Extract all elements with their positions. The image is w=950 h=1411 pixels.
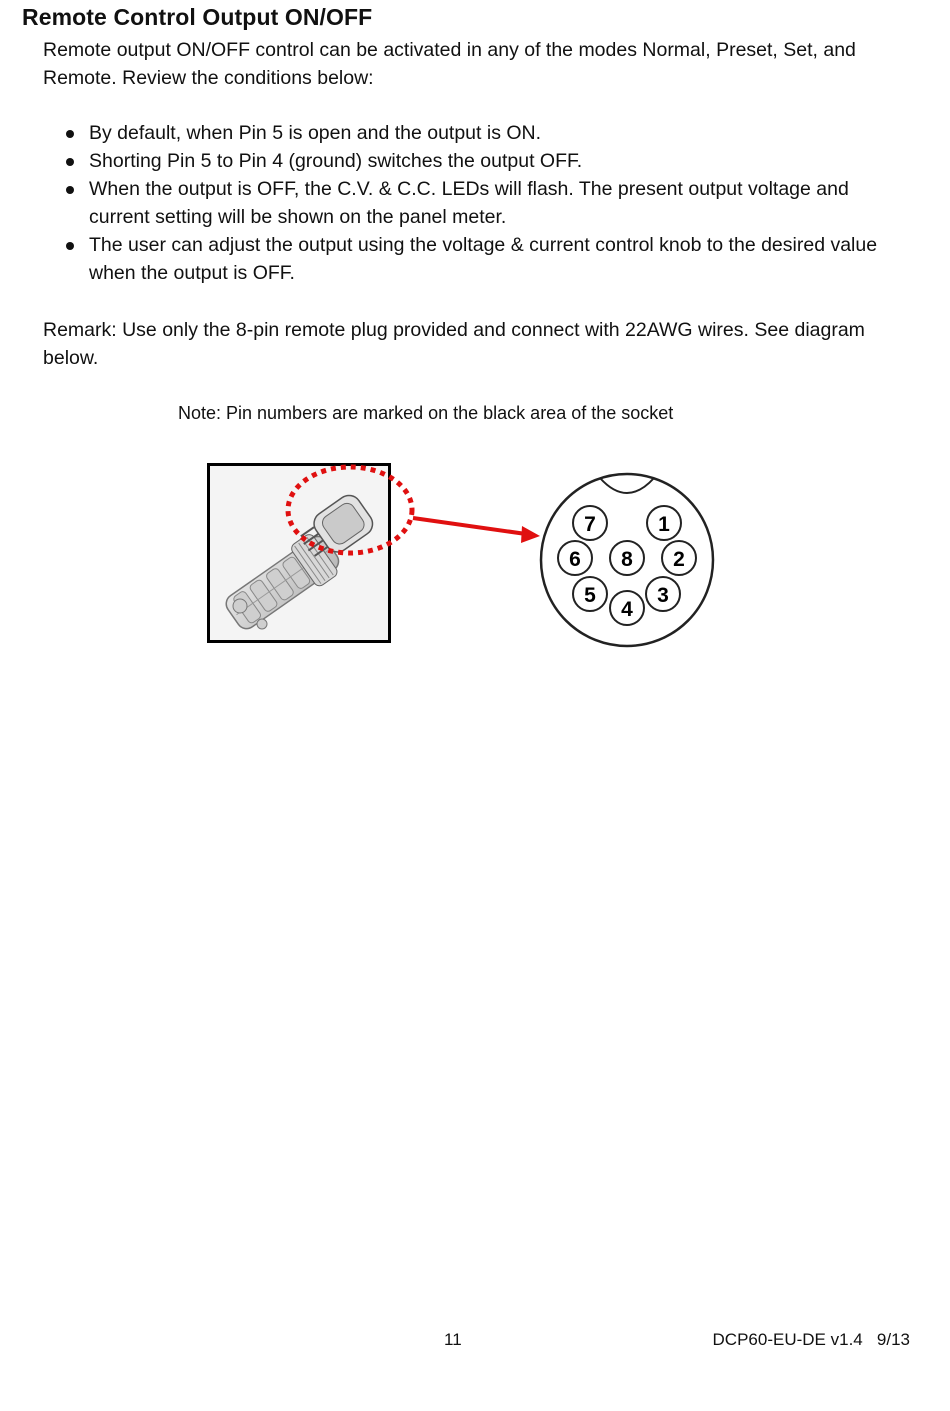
pointer-arrow [413, 518, 526, 534]
arrow-head [521, 526, 540, 543]
svg-text:1: 1 [658, 513, 670, 536]
intro-paragraph: Remote output ON/OFF control can be activated in any of the modes Normal, Preset, Set, and Remote. Review the conditions below: [43, 39, 856, 89]
highlight-ellipse [288, 467, 412, 553]
document-id: DCP60-EU-DE v1.4 9/13 [712, 1330, 910, 1349]
list-item: When the output is OFF, the C.V. & C.C. LEDs will flash. The present output voltage and current setting will be shown on the panel meter. [43, 175, 903, 231]
svg-text:4: 4 [621, 598, 633, 621]
pin-3 [646, 577, 680, 611]
svg-text:3: 3 [657, 584, 669, 607]
pin-2 [662, 541, 696, 575]
remark-paragraph: Remark: Use only the 8-pin remote plug provided and connect with 22AWG wires. See diagram below. [43, 319, 865, 369]
pin-7 [573, 506, 607, 540]
list-item: Shorting Pin 5 to Pin 4 (ground) switches the output OFF. [43, 147, 903, 175]
svg-text:5: 5 [584, 584, 596, 607]
svg-text:2: 2 [673, 548, 685, 571]
svg-text:8: 8 [621, 548, 633, 571]
svg-text:7: 7 [584, 513, 596, 536]
figure-note: Note: Pin numbers are marked on the black area of the socket [178, 403, 674, 423]
pin-8 [610, 541, 644, 575]
page-number: 11 [444, 1330, 462, 1349]
pin-5 [573, 577, 607, 611]
pin-4 [610, 591, 644, 625]
section-title: Remote Control Output ON/OFF [22, 4, 373, 30]
pin-6 [558, 541, 592, 575]
list-item: The user can adjust the output using the voltage & current control knob to the desired value when the output is OFF. [43, 231, 903, 287]
pin-1 [647, 506, 681, 540]
list-item: By default, when Pin 5 is open and the output is ON. [43, 119, 903, 147]
svg-text:6: 6 [569, 548, 581, 571]
